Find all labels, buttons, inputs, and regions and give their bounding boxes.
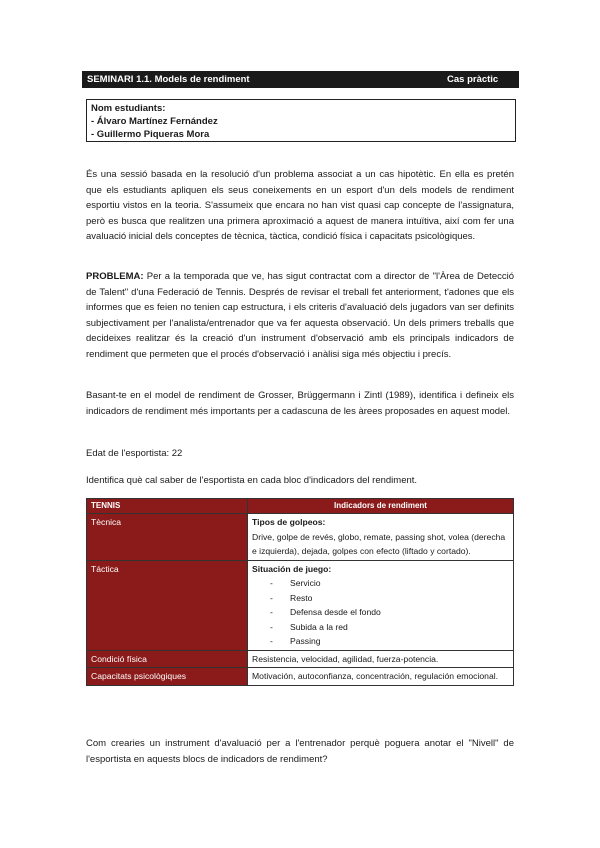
tactica-subheading: Situación de juego: xyxy=(252,563,332,574)
tactica-list xyxy=(252,576,509,649)
table-row xyxy=(87,560,514,650)
athlete-age: Edat de l'esportista: 22 xyxy=(86,448,183,459)
problem-paragraph xyxy=(86,269,514,363)
problem-text: Per a la temporada que ve, has sigut contractat com a director de "l'Àrea de Detecció de Talent" d'una Federació de Tennis. Després de revisar el treball fet anteriorment, t'adones que els informes que es feien no tenien cap estructura, i els criteris d'avaluació dels jugadors van ser definits subjectivament per l'analista/entrenador que va fer aquesta observació. Un dels primers treballs que decideixes realitzar és la creació d'un instrument d'observació amb els principals indicadors de rendiment que permeten que el procés d'observació i anàlisi siga més objectiu i precís. xyxy=(86,271,514,360)
students-heading: Nom estudiants: xyxy=(91,103,166,114)
task-paragraph: Basant-te en el model de rendiment de Grosser, Brüggermann i Zintl (1989), identifica i defineix els indicadors de rendiment més importants per a cadascuna de les àrees proposades en aquest model. xyxy=(86,390,514,417)
table-row xyxy=(87,668,514,686)
case-type: Cas pràctic xyxy=(447,74,499,85)
list-item: - Resto xyxy=(270,592,313,603)
row-label-condicio: Condició física xyxy=(87,650,248,668)
list-item: - Defensa desde el fondo xyxy=(270,607,381,617)
intro-paragraph: És una sessió basada en la resolució d'un problema associat a un cas hipotètic. En ella es pretén que els estudiants apliquen els seus coneixements en un esport d'un dels models de rendiment esportiu vistos en la teoria. S'assumeix que encara no han vist quasi cap concepte de l'assignatura, però es busca que realitzen una primera aproximació a aquest de manera intuïtiva, així com fer una avaluació inicial dels conceptes de tècnica, tàctica, condició física i capacitats psicològiques. xyxy=(86,169,514,243)
row-label-psico: Capacitats psicològiques xyxy=(87,668,248,686)
seminar-header-bar xyxy=(82,71,519,88)
table-row xyxy=(87,650,514,668)
row-cell-psico: Motivación, autoconfianza, concentración, regulación emocional. xyxy=(248,668,514,686)
problem-label: PROBLEMA: xyxy=(86,271,144,282)
row-cell-tactica xyxy=(248,560,514,650)
student-name: - Álvaro Martínez Fernández xyxy=(91,116,218,127)
row-label-tactica: Táctica xyxy=(87,560,248,650)
seminar-label: SEMINARI 1.1. xyxy=(87,74,152,85)
list-item: - Passing xyxy=(270,636,321,646)
tecnica-subheading: Tipos de golpeos: xyxy=(252,517,326,527)
list-item: - Servicio xyxy=(270,578,321,588)
students-box xyxy=(86,99,516,142)
row-cell-condicio: Resistencia, velocidad, agilidad, fuerza-potencia. xyxy=(248,650,514,668)
task2-paragraph: Identifica què cal saber de l'esportista en cada bloc d'indicadors del rendiment. xyxy=(86,475,418,486)
list-item: - Subida a la red xyxy=(270,621,348,632)
table-header-sport: TENNIS xyxy=(87,499,248,514)
row-cell-tecnica xyxy=(248,514,514,561)
table-header-indicators: Indicadors de rendiment xyxy=(248,499,514,514)
table-header-row xyxy=(87,499,514,514)
indicators-table xyxy=(86,498,514,686)
student-name: - Guillermo Piqueras Mora xyxy=(91,129,210,140)
seminar-title: Models de rendiment xyxy=(154,74,250,85)
table-row xyxy=(87,514,514,561)
row-label-tecnica: Tècnica xyxy=(87,514,248,561)
question-paragraph: Com crearies un instrument d'avaluació per a l'entrenador perquè poguera anotar el "Nivell" de l'esportista en aquests blocs de indicadors de rendiment? xyxy=(86,738,514,765)
tecnica-text: Drive, golpe de revés, globo, remate, passing shot, volea (derecha e izquierda), dejada, golpes con efecto (liftado y cortado). xyxy=(252,531,506,556)
